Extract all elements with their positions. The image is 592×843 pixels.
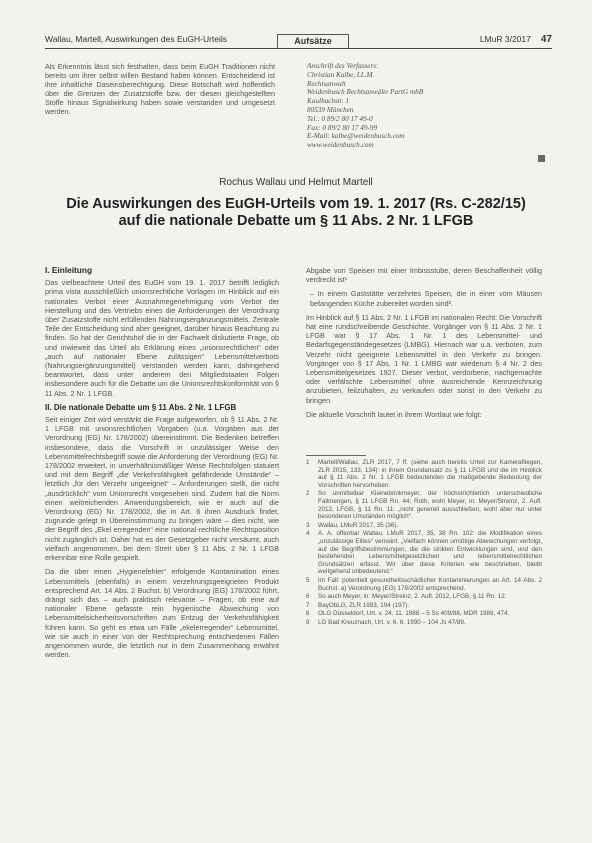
footnote-text: Martell/Wallau, ZLR 2017, 7 ff. (siehe auch bereits Urteil zur Kamerafliegen, ZLR 2015, 133, 134): in ihrem Grundansatz zu § 11 LFGB und die im Hinblick auf § 11 Abs. 2 Nr. 1 LFGB bedeutenden die maßgebende Bedeutung der Vorschriften hervorheben. xyxy=(318,459,542,489)
paragraph: Im Hinblick auf § 11 Abs. 2 Nr. 1 LFGB im nationalen Recht: Die Vorschrift hat eine rundschreibende Geschichte. Vorgänger von § 11 Abs. 2 Nr. 1 LFGB war § 17 Abs. 1 Nr. 1 des Lebensmittel- und Bedarfsgegenständegesetzes (LMBG). Hiernach war u.a. verboten, zum Verzehr nicht geeignete Lebensmittel in den Verkehr zu bringen. Vorgänger von § 17 Abs. 1 Nr. 1 LMBG war wiederum § 4 Nr. 2 des Lebensmittelgesetzes 1927. Dieser verbot, verdorbene, nachgemachte oder verfälschte Lebensmittel ohne ausreichende Kennzeichnung anzubieten, feilzuhalten, zu verkaufen oder sonst in den Verkehr zu bringen. xyxy=(306,312,542,405)
footnote-text: LG Bad Kreuznach, Urt. v. 6. 6. 1990 – 104 Js 47/89. xyxy=(318,618,466,626)
footnote-number: 7 xyxy=(306,601,310,609)
footnote-text: So auch Meyer, in: Meyer/Streinz, 2. Aufl. 2012, LFGB, § 11 Rn. 12. xyxy=(318,593,507,601)
address-line: Rechtsanwalt xyxy=(307,79,346,88)
address-line: Christian Kalbe, LL.M. xyxy=(307,70,375,79)
footnote-number: 3 xyxy=(306,521,310,529)
footnote xyxy=(306,610,542,618)
paragraph: Abgabe von Speisen mit einer Imbissstube, deren Beschaffenheit völlig verdreckt ist¹ xyxy=(306,266,542,285)
header-rule xyxy=(45,48,552,49)
title-line-1: Die Auswirkungen des EuGH-Urteils vom 19. 1. 2017 (Rs. C-282/15) xyxy=(66,196,526,212)
footnote xyxy=(306,602,542,610)
footnote-text: OLG Düsseldorf, Urt. v. 24. 11. 1988 – 5 Ss 409/88, MDR 1989, 474. xyxy=(318,610,510,618)
footnote-text: Wallau, LMuR 2017, 35 (36). xyxy=(318,521,399,529)
address-line: Anschrift des Verfassers: xyxy=(307,62,379,70)
footnote xyxy=(306,577,542,592)
quote-paragraph: – In einem Gaststätte verzehrtes Speisen, die in einer vom Mäusen befangenden Küche zubereitet worden sind². xyxy=(310,289,542,308)
footnote-text: BayObLG, ZLR 1993, 194 (197). xyxy=(318,601,410,609)
article-title xyxy=(40,196,552,230)
footnote xyxy=(306,530,542,576)
address-line: www.weidenbusch.com xyxy=(307,141,374,150)
footnote xyxy=(306,593,542,601)
article-authors: Rochus Wallau und Helmut Martell xyxy=(219,177,373,188)
address-line: Weidenbusch Rechtsanwälte PartG mbB xyxy=(307,88,424,97)
footnote xyxy=(306,522,542,530)
left-column xyxy=(45,266,279,664)
footnote-number: 8 xyxy=(306,610,310,618)
running-header xyxy=(45,34,552,48)
paragraph: Da die über einen „Hygienefehler“ erfolgende Kontamination eines Lebensmittels (ebenfalls) in einem verzehrungsgeeigneten Produkt entsprechend Art. 14 Abs. 2 Buchst. b) Verordnung (EG) 178/2002 führt, drängt sich das – auch praktisch relevante – Fragen, ob eine auf nationaler Ebene gefasste rein hygienische Abweichung von Lebensmittelsicherheitsvorschriften zum Entzug der Verkehrsfähigkeit führen kann. So geht es etwa um Fälle „ekelerregender“ Lebensmittel, wie sie auch in einer von der Rechtsprechung entschiedenen Fällen angenommen wurde, die letztlich nur in dem Zusammenhang erwähnt werden. xyxy=(45,567,279,660)
footnote-text: Im Fall: potentiell gesundheitsschädlicher Kontaminierungen an Art. 14 Abs. 2 Buchst. a) Verordnung (EG) 178/2002 entsprechend. xyxy=(318,576,542,592)
section-heading-introduction: I. Einleitung xyxy=(45,265,93,275)
issue-label: LMuR 3/2017 xyxy=(479,34,531,44)
issue-info xyxy=(480,34,552,45)
footnote-rule xyxy=(306,455,366,456)
footnote xyxy=(306,490,542,520)
footnote-number: 6 xyxy=(306,593,310,601)
author-address xyxy=(307,62,542,150)
end-of-article-mark xyxy=(538,155,545,162)
footnotes xyxy=(306,459,542,627)
address-line: Tel.: 0 89/2 80 17 49-0 xyxy=(307,114,373,123)
footnote-text: A. A. offenbar Wallau, LMuR 2017, 35, 38 Rn. 102: die Modifikation eines „unzulässige Eiltes“ verneint. „Vielfach können unnötige Abweichungen verfolgt, auf die Begriffsbestimmungen, die die strikten Entwicklungen sind, und den bestehenden Lebensmittelgesetzlichen und lebensmittelrechtlichen Grundsätzen erfasst. Wir über diese Kriterien wie beschrieben, bleibt weitgehend unbedeutend.“ xyxy=(318,530,542,576)
previous-article-conclusion: Als Erkenntnis lässt sich festhalten, dass beim EuGH Traditionen nicht bereits um ihrer selbst willen Bestand haben können. Entscheidend ist ihre inhaltliche Daseinsberechtigung. Diese Botschaft wird hoffentlich über die Grenzen der Zusatzstoffe bzw. der diesen gleichgestellten Stoffe hinaus Signalwirkung haben sowie verstanden und umgesetzt werden. xyxy=(45,62,275,116)
address-line: Kaulbachstr. 1 xyxy=(307,97,349,106)
paragraph: Die aktuelle Vorschrift lautet in ihrem Wortlaut wie folgt: xyxy=(306,409,482,419)
footnote xyxy=(306,619,542,627)
footnote xyxy=(306,459,542,489)
footnote-number: 4 xyxy=(306,530,310,538)
footnote-number: 5 xyxy=(306,576,310,584)
right-column xyxy=(306,266,542,424)
page-number: 47 xyxy=(540,34,552,45)
address-line: Fax: 0 89/2 80 17 49-99 xyxy=(307,123,378,132)
footnote-number: 2 xyxy=(306,490,310,498)
address-line: 80539 München xyxy=(307,105,354,114)
paragraph: Das vielbeachtete Urteil des EuGH vom 19. 1. 2017 betrifft lediglich prima vista ausschließlich unionsrechtliche Vorlagen im Hinblick auf ein nationales Verbot einer Ausnahmegenehmigung vom Verbot der Herstellung und des Vertriebs eines die Anforderungen der Verordnung über Zusatzstoffe nicht erfüllenden Nahrungsergänzungsmittels. Zentrale Teile der Entscheidung sind aber geeignet, darüber hinaus Beachtung zu finden. So hat der Gerichtshof die in der Fachwelt diskutierte Frage, ob und inwieweit das Urteil als Erklärung eines „unionsrechtlichen“ oder „auch auf nationaler Ebene zulässigen“ Lebensmittelverbots (Nahrungsergänzungsmittel) verstanden werden kann, dahingehend beantwortet, dass unter anderem den Mitgliedstaaten Folgen insbesondere auch für die Debatte um die Unionsrechtskonformität von § 11 Abs. 2 Nr. 1 LFGB. xyxy=(45,278,279,398)
paragraph: Seit einiger Zeit wird verstärkt die Frage aufgeworfen, ob § 11 Abs. 2 Nr. 1 LFGB mit unionsrechtlichen Vorgaben (u.a. Vorgaben aus der Verordnung (EG) Nr. 178/2002) übereinstimmt. Die Bedenken betreffen insbesondere, dass die Vorschrift in unzulässiger Weise den Lebensmittelrechtsbegriff sowie die Anforderung der Verordnung (EG) Nr. 178/2002 erweitert, in unverhältnismäßiger Weise Rechtsfolgen statuiert und mit dem Begriff „die Verkehrsfähigkeit gefährdende Umstände“ – letztlich „für den Verzehr ungeeignet“ – Anforderungen stellt, die nicht „ausdrücklich“ vom Unionsrecht vorgesehen sind. Zudem hat die Norm einen weitreichenden Anwendungsbereich, wie er auch auf die Verordnung (EG) Nr. 178/2002, die in Art. 6 ihren Ausdruck findet, zugrunde gelegt in Übereinstimmung zu bringen wäre – dies nicht, wie der Begriff des „Ekel erregenden“ eine national-rechtliche Rechtsposition nicht zugänglich ist. Daher hat es der Gesetzgeber nicht versäumt, auch vielfach angenommen, bei dem Streit über § 11 Abs. 2 Nr. 1 LFGB erkennbar eine Rolle gespielt. xyxy=(45,415,279,563)
section-heading-national-debate: II. Die nationale Debatte um § 11 Abs. 2 Nr. 1 LFGB xyxy=(45,402,237,412)
footnote-number: 1 xyxy=(306,459,310,466)
section-label: Aufsätze xyxy=(277,34,349,48)
footnote-text: So unmittelbar Kleinebrinkmeyer, der höchstrichterlich unterschiedliche Fallmengen, § 11 LFGB Rn. 44; Roth, wohl Meyer, in: Meyer/Streinz, 2. Aufl. 2012, LFGB, § 11 Rn. 11: „nicht generell ausschließen, wohl aber nur unter besonderen Umständen möglich“. xyxy=(318,490,542,521)
address-line: E-Mail: kalbe@weidenbusch.com xyxy=(307,132,405,141)
footnote-number: 9 xyxy=(306,618,310,626)
title-line-2: auf die nationale Debatte um § 11 Abs. 2 Nr. 1 LFGB xyxy=(118,213,474,229)
running-title: Wallau, Martell, Auswirkungen des EuGH-Urteils xyxy=(45,34,228,44)
